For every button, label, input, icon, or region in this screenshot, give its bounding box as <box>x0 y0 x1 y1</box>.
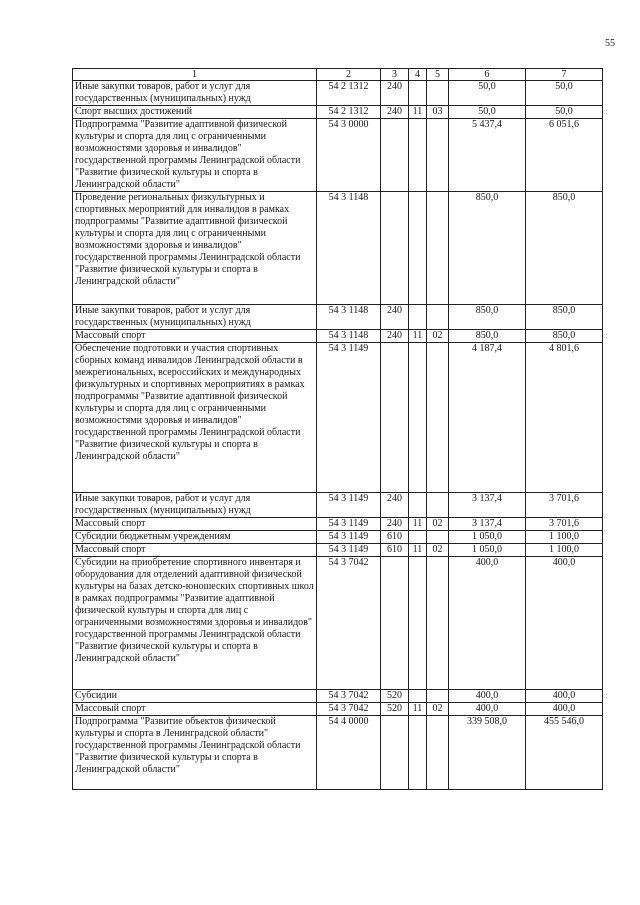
cell-section: 11 <box>409 518 427 531</box>
cell-value1: 1 050,0 <box>449 544 526 557</box>
table-row <box>73 716 603 790</box>
cell-name: Субсидии на приобретение спортивного инвентаря и оборудования для отделений адаптивной физической культуры на базах детско-юношеских спортивных школ в рамках подпрограммы "Развитие адаптивной физической культуры и спорта для лиц с ограниченными возможностями здоровья и инвалидов" государственной программы Ленинградской области "Развитие физической культуры и спорта в Ленинградской области" <box>73 557 317 690</box>
cell-value2: 4 801,6 <box>526 343 603 493</box>
cell-value2: 6 051,6 <box>526 119 603 192</box>
cell-code: 54 3 7042 <box>317 557 381 690</box>
cell-code: 54 3 1149 <box>317 544 381 557</box>
table-row <box>73 493 603 518</box>
cell-subsection <box>427 343 449 493</box>
cell-section <box>409 81 427 106</box>
cell-section <box>409 343 427 493</box>
table-row <box>73 557 603 690</box>
cell-name: Субсидии <box>73 690 317 703</box>
cell-value1: 50,0 <box>449 81 526 106</box>
cell-value2: 400,0 <box>526 703 603 716</box>
cell-section <box>409 192 427 305</box>
table-header-row <box>73 69 603 81</box>
table-row <box>73 544 603 557</box>
cell-subsection <box>427 119 449 192</box>
cell-name: Подпрограмма "Развитие адаптивной физической культуры и спорта для лиц с ограниченными возможностями здоровья и инвалидов" государственной программы Ленинградской области "Развитие физической культуры и спорта в Ленинградской области" <box>73 119 317 192</box>
cell-subsection <box>427 690 449 703</box>
cell-code: 54 4 0000 <box>317 716 381 790</box>
cell-name: Массовый спорт <box>73 330 317 343</box>
table-row <box>73 690 603 703</box>
table-row <box>73 81 603 106</box>
cell-section: 11 <box>409 330 427 343</box>
cell-type <box>381 192 409 305</box>
cell-name: Спорт высших достижений <box>73 106 317 119</box>
table-row <box>73 330 603 343</box>
table-row <box>73 343 603 493</box>
cell-value1: 5 437,4 <box>449 119 526 192</box>
cell-name: Иные закупки товаров, работ и услуг для государственных (муниципальных) нужд <box>73 493 317 518</box>
cell-name: Субсидии бюджетным учреждениям <box>73 531 317 544</box>
cell-name: Массовый спорт <box>73 703 317 716</box>
header-cell: 5 <box>427 69 449 81</box>
cell-code: 54 3 1149 <box>317 493 381 518</box>
cell-name: Иные закупки товаров, работ и услуг для государственных (муниципальных) нужд <box>73 81 317 106</box>
cell-subsection: 02 <box>427 703 449 716</box>
cell-value2: 400,0 <box>526 690 603 703</box>
header-cell: 3 <box>381 69 409 81</box>
budget-table <box>72 68 603 790</box>
cell-subsection <box>427 493 449 518</box>
table-row <box>73 119 603 192</box>
cell-subsection <box>427 305 449 330</box>
cell-subsection <box>427 716 449 790</box>
cell-subsection: 02 <box>427 544 449 557</box>
header-cell: 4 <box>409 69 427 81</box>
cell-section <box>409 531 427 544</box>
cell-name: Обеспечение подготовки и участия спортивных сборных команд инвалидов Ленинградской области в межрегиональных, всероссийских и международных физкультурных и спортивных мероприятиях в рамках подпрограммы "Развитие адаптивной физической культуры и спорта для лиц с ограниченными возможностями здоровья и инвалидов" государственной программы Ленинградской области "Развитие физической культуры и спорта в Ленинградской области" <box>73 343 317 493</box>
cell-name: Массовый спорт <box>73 518 317 531</box>
cell-type <box>381 343 409 493</box>
cell-value1: 339 508,0 <box>449 716 526 790</box>
cell-section <box>409 557 427 690</box>
table-row <box>73 192 603 305</box>
cell-subsection <box>427 81 449 106</box>
cell-section: 11 <box>409 703 427 716</box>
cell-type: 610 <box>381 544 409 557</box>
table-row <box>73 518 603 531</box>
cell-value1: 3 137,4 <box>449 493 526 518</box>
cell-value2: 400,0 <box>526 557 603 690</box>
cell-subsection <box>427 192 449 305</box>
cell-value1: 850,0 <box>449 305 526 330</box>
cell-type: 240 <box>381 330 409 343</box>
cell-type: 240 <box>381 493 409 518</box>
header-cell: 1 <box>73 69 317 81</box>
cell-type <box>381 557 409 690</box>
cell-code: 54 3 1148 <box>317 330 381 343</box>
cell-type: 520 <box>381 703 409 716</box>
cell-value2: 1 100,0 <box>526 531 603 544</box>
cell-code: 54 2 1312 <box>317 81 381 106</box>
header-cell: 7 <box>526 69 603 81</box>
cell-code: 54 3 1149 <box>317 343 381 493</box>
cell-value2: 1 100,0 <box>526 544 603 557</box>
cell-type: 240 <box>381 106 409 119</box>
cell-code: 54 3 1148 <box>317 305 381 330</box>
cell-type <box>381 716 409 790</box>
header-cell: 6 <box>449 69 526 81</box>
page-number: 55 <box>605 38 615 49</box>
cell-value2: 850,0 <box>526 330 603 343</box>
cell-code: 54 3 1149 <box>317 531 381 544</box>
cell-value1: 400,0 <box>449 557 526 690</box>
cell-value1: 400,0 <box>449 703 526 716</box>
cell-section <box>409 305 427 330</box>
cell-name: Проведение региональных физкультурных и спортивных мероприятий для инвалидов в рамках подпрограммы "Развитие адаптивной физической культуры и спорта для лиц с ограниченными возможностями здоровья и инвалидов" государственной программы Ленинградской области "Развитие физической культуры и спорта в Ленинградской области" <box>73 192 317 305</box>
cell-section: 11 <box>409 106 427 119</box>
table-row <box>73 703 603 716</box>
cell-value1: 50,0 <box>449 106 526 119</box>
cell-section <box>409 716 427 790</box>
cell-value2: 850,0 <box>526 192 603 305</box>
cell-subsection <box>427 557 449 690</box>
cell-value1: 4 187,4 <box>449 343 526 493</box>
cell-code: 54 3 1148 <box>317 192 381 305</box>
cell-type: 610 <box>381 531 409 544</box>
cell-type: 240 <box>381 305 409 330</box>
table-row <box>73 305 603 330</box>
cell-code: 54 2 1312 <box>317 106 381 119</box>
cell-section <box>409 119 427 192</box>
cell-name: Иные закупки товаров, работ и услуг для государственных (муниципальных) нужд <box>73 305 317 330</box>
cell-name: Подпрограмма "Развитие объектов физической культуры и спорта в Ленинградской области" государственной программы Ленинградской области "Развитие физической культуры и спорта в Ленинградской области" <box>73 716 317 790</box>
cell-type: 520 <box>381 690 409 703</box>
cell-code: 54 3 1149 <box>317 518 381 531</box>
cell-section: 11 <box>409 544 427 557</box>
cell-subsection: 03 <box>427 106 449 119</box>
cell-type: 240 <box>381 81 409 106</box>
cell-code: 54 3 7042 <box>317 703 381 716</box>
cell-code: 54 3 0000 <box>317 119 381 192</box>
cell-value1: 1 050,0 <box>449 531 526 544</box>
cell-subsection <box>427 531 449 544</box>
cell-value2: 50,0 <box>526 81 603 106</box>
cell-type: 240 <box>381 518 409 531</box>
cell-section <box>409 690 427 703</box>
cell-value1: 3 137,4 <box>449 518 526 531</box>
table-row <box>73 531 603 544</box>
cell-value1: 400,0 <box>449 690 526 703</box>
cell-value2: 850,0 <box>526 305 603 330</box>
header-cell: 2 <box>317 69 381 81</box>
cell-type <box>381 119 409 192</box>
cell-value2: 3 701,6 <box>526 518 603 531</box>
cell-value2: 455 546,0 <box>526 716 603 790</box>
cell-value2: 3 701,6 <box>526 493 603 518</box>
cell-value1: 850,0 <box>449 192 526 305</box>
cell-value2: 50,0 <box>526 106 603 119</box>
cell-name: Массовый спорт <box>73 544 317 557</box>
cell-subsection: 02 <box>427 518 449 531</box>
cell-value1: 850,0 <box>449 330 526 343</box>
cell-code: 54 3 7042 <box>317 690 381 703</box>
cell-section <box>409 493 427 518</box>
cell-subsection: 02 <box>427 330 449 343</box>
table-row <box>73 106 603 119</box>
